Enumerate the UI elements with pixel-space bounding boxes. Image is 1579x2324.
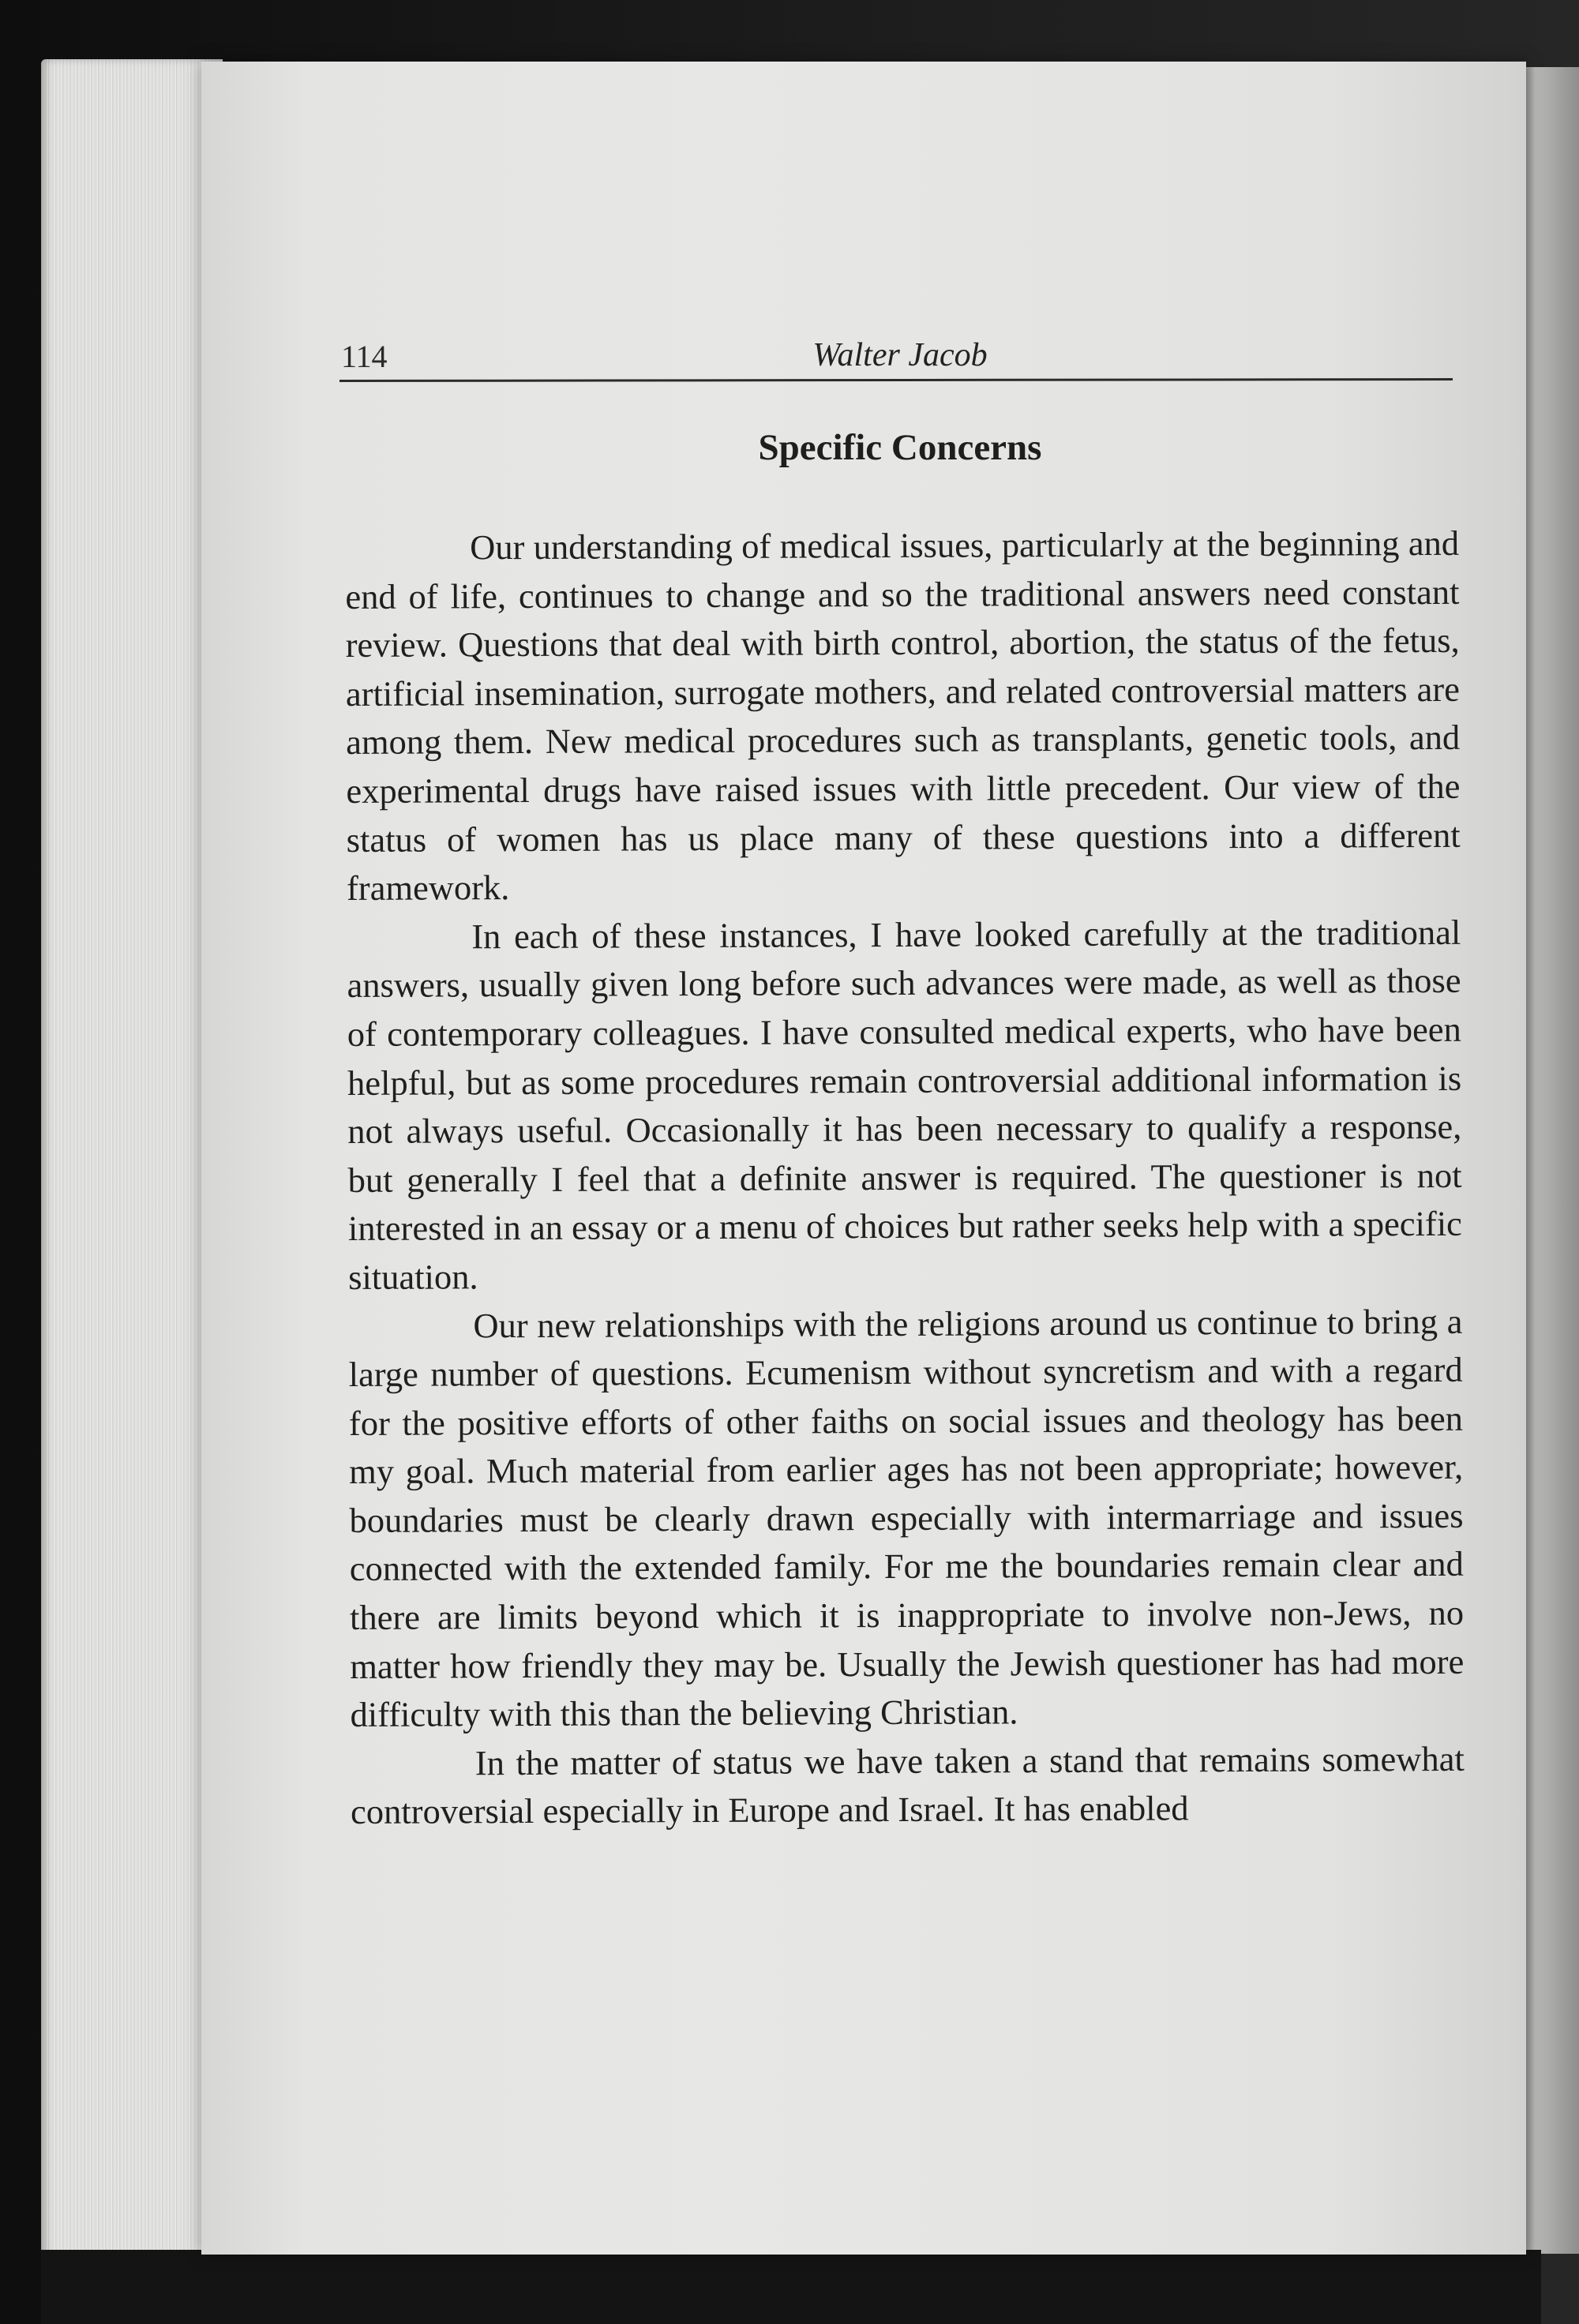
paragraph-status: In the matter of status we have taken a stand that remains somewhat controversial especially in Europe and Israel. It has enabled: [351, 1738, 1465, 1832]
body-text: [345, 519, 1465, 1837]
bottom-shadow: [41, 2250, 1541, 2324]
page-edges-stack: [41, 59, 223, 2262]
paragraph-religious-relationships: Our new relationships with the religions around us continue to bring a large number of questions. Ecumenism without syncretism and with a regard for the positive efforts of other faiths on social issues and theology has been my goal. Much material from earlier ages has not been appropriate; however, boundaries must be clearly drawn especially with intermarriage and issues connected with the extended family. For me the boundaries remain clear and there are limits beyond which it is inappropriate to involve non-Jews, no matter how friendly they may be. Usually the Jewish questioner has had more difficulty with this than the believing Christian.: [348, 1301, 1465, 1735]
section-heading: Specific Concerns: [758, 427, 1042, 468]
running-head-author: Walter Jacob: [812, 337, 988, 373]
paragraph-medical-issues: Our understanding of medical issues, particularly at the beginning and end of life, continues to change and so the traditional answers need constant review. Questions that deal with birth control, abortion, the status of the fetus, artificial insemination, surrogate mothers, and related controversial matters are among them. New medical procedures such as transplants, genetic tools, and experimental drugs have raised issues with little precedent. Our view of the status of women has us place many of these questions into a different framework.: [345, 523, 1461, 909]
paragraph-traditional-answers: In each of these instances, I have looked carefully at the traditional answers, usually given long before such advances were made, as well as those of contemporary colleagues. I have consulted medical experts, who have been helpful, but as some procedures remain controversial additional information is not always useful. Occasionally it has been necessary to qualify a response, but generally I feel that a definite answer is required. The questioner is not interested in an essay or a menu of choices but rather seeks help with a specific situation.: [347, 912, 1462, 1297]
page-number: 114: [341, 339, 388, 374]
